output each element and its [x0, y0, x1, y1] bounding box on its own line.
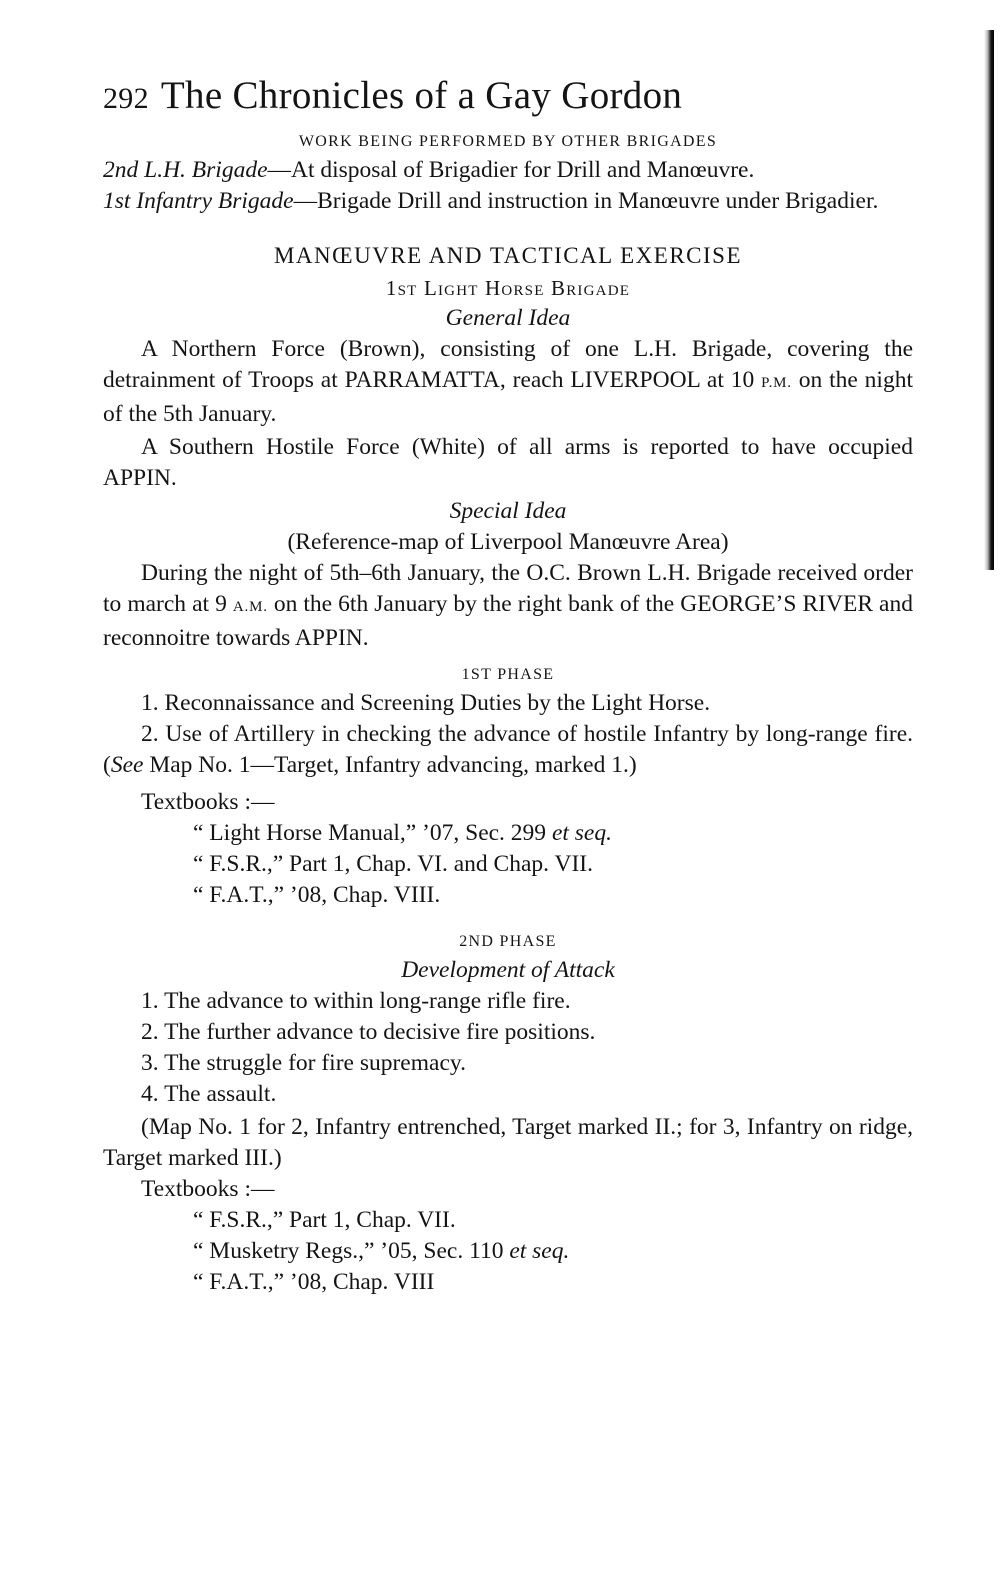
brigade-label: 2nd L.H. Brigade: [103, 157, 268, 183]
general-idea-paragraph: [103, 334, 913, 430]
book-page: [103, 72, 913, 1298]
text-run: During the night of 5th–6th January, the O.C. Brown L.H. Brigade received order to march at 9: [103, 560, 913, 617]
general-idea-paragraph: A Southern Hostile Force (White) of all arms is reported to have occupied APPIN.: [103, 434, 913, 491]
phase-2-item: 2. The further advance to decisive fire positions.: [141, 1019, 596, 1045]
special-idea-reference: (Reference-map of Liverpool Manœuvre Area): [287, 529, 729, 555]
textbooks-label: Textbooks :—: [141, 789, 275, 815]
textbook-citation: “ F.S.R.,” Part 1, Chap. VII.: [193, 1207, 456, 1233]
text-run: A Northern Force (Brown), consisting of one L.H. Brigade, covering the detrainment of Troops at PARRAMATTA, reach LIVERPOOL at 10: [103, 336, 913, 393]
other-brigade-item: [103, 186, 913, 217]
time-abbrev: P.M.: [761, 375, 792, 391]
text-run: “ Light Horse Manual,” ’07, Sec. 299: [193, 820, 552, 846]
textbook-citation: [103, 1236, 913, 1267]
phase-2-item: 1. The advance to within long-range rifle fire.: [141, 988, 571, 1014]
text-run: on the night of the 5th January.: [103, 367, 913, 427]
phase-1-item: 1. Reconnaissance and Screening Duties by the Light Horse.: [141, 690, 711, 716]
time-abbrev: A.M.: [232, 599, 268, 615]
text-run: Map No. 1—Target, Infantry advancing, marked 1.): [143, 752, 637, 778]
phase-2-subheading: Development of Attack: [401, 957, 615, 983]
general-idea-heading: General Idea: [445, 305, 571, 331]
phase-1-heading: 1ST PHASE: [461, 666, 555, 683]
textbooks-label: Textbooks :—: [141, 1176, 275, 1202]
map-note: (Map No. 1 for 2, Infantry entrenched, Target marked II.; for 3, Infantry on ridge, Target marked III.): [103, 1114, 913, 1171]
brigade-text: —At disposal of Brigadier for Drill and Manœuvre.: [267, 157, 755, 183]
brigade-label: 1st Infantry Brigade: [103, 188, 294, 214]
exercise-heading: MANŒUVRE AND TACTICAL EXERCISE: [273, 243, 743, 268]
text-run: See: [110, 752, 144, 778]
page-number: 292: [103, 82, 149, 115]
textbook-citation: “ F.A.T.,” ’08, Chap. VIII.: [193, 882, 441, 908]
other-brigade-item: [103, 155, 913, 186]
text-run: et seq.: [551, 820, 612, 846]
special-idea-paragraph: [103, 558, 913, 654]
page-title: The Chronicles of a Gay Gordon: [160, 74, 683, 117]
phase-1-item: [103, 719, 913, 781]
phase-2-heading: 2ND PHASE: [459, 933, 557, 950]
phase-2-item: 4. The assault.: [141, 1081, 277, 1107]
brigade-heading: 1st Light Horse Brigade: [385, 276, 631, 300]
text-run: 2. Use of Artillery in checking the advance of hostile Infantry by long-range fire. (: [103, 721, 913, 778]
text-run: on the 6th January by the right bank of the GEORGE’S RIVER and reconnoitre towards APPIN.: [103, 591, 913, 651]
textbook-citation: “ F.S.R.,” Part 1, Chap. VI. and Chap. VII.: [193, 851, 593, 877]
running-head: [103, 72, 913, 123]
special-idea-heading: Special Idea: [449, 498, 567, 524]
text-run: et seq.: [509, 1238, 570, 1264]
textbook-citation: [103, 818, 913, 849]
other-brigades-heading: WORK BEING PERFORMED BY OTHER BRIGADES: [298, 133, 718, 150]
phase-2-item: 3. The struggle for fire supremacy.: [141, 1050, 466, 1076]
textbook-citation: “ F.A.T.,” ’08, Chap. VIII: [193, 1269, 435, 1295]
brigade-text: —Brigade Drill and instruction in Manœuvre under Brigadier.: [293, 188, 879, 214]
text-run: “ Musketry Regs.,” ’05, Sec. 110: [193, 1238, 510, 1264]
scan-edge-shadow: [984, 30, 994, 570]
